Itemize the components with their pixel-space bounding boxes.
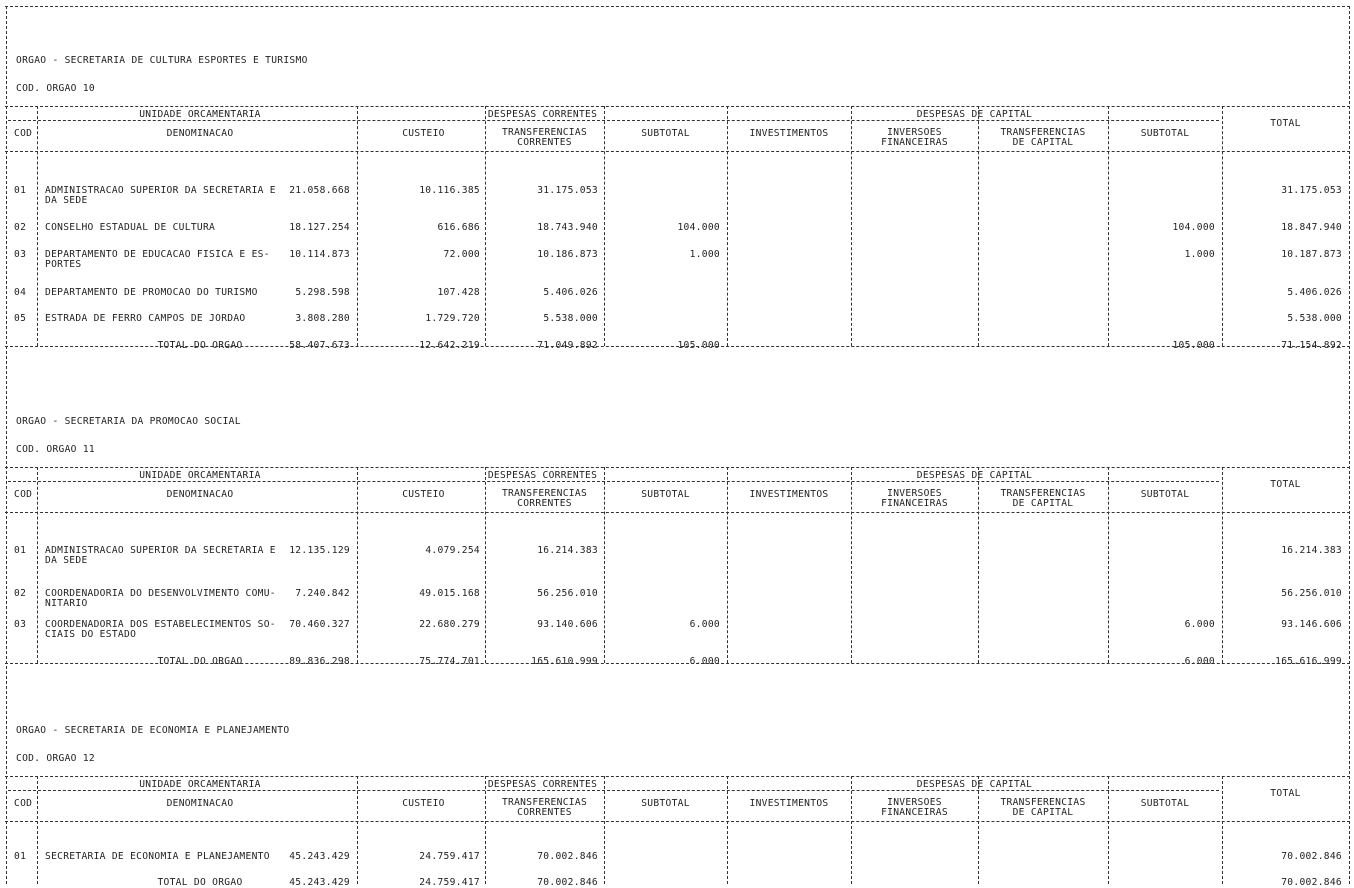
row-custeio: 70.460.327 — [289, 619, 350, 630]
row-custeio: 10.114.873 — [289, 249, 350, 260]
row-denominacao-cont: CIAIS DO ESTADO — [45, 629, 137, 640]
header-despesas-correntes: DESPESAS CORRENTES — [487, 109, 598, 120]
column-rule — [37, 467, 38, 663]
header-inversoes-financeiras-2: FINANCEIRAS — [881, 137, 948, 148]
row-transferencias-correntes: 4.079.254 — [425, 545, 480, 556]
header-subtotal-correntes: SUBTOTAL — [641, 798, 690, 809]
header-subtotal-capital: SUBTOTAL — [1140, 798, 1190, 809]
header-mid-rule — [8, 481, 1219, 482]
column-rule — [1108, 106, 1109, 346]
header-unidade-orcamentaria: UNIDADE ORCAMENTARIA — [139, 779, 261, 790]
header-inversoes-financeiras: INVERSOES — [887, 127, 942, 138]
total-subtotal-correntes: 165.610.999 — [531, 656, 598, 667]
header-transferencias-correntes: TRANSFERENCIAS — [501, 127, 588, 138]
row-transferencias-correntes: 616.686 — [437, 222, 480, 233]
header-despesas-capital: DESPESAS DE CAPITAL — [916, 779, 1033, 790]
row-denominacao: ADMINISTRACAO SUPERIOR DA SECRETARIA E — [45, 545, 276, 556]
column-rule — [1108, 776, 1109, 884]
column-rule — [851, 776, 852, 884]
row-denominacao: COORDENADORIA DOS ESTABELECIMENTOS SO- — [45, 619, 276, 630]
header-inversoes-financeiras: INVERSOES — [887, 797, 942, 808]
header-custeio: CUSTEIO — [402, 798, 445, 809]
header-transferencias-capital-2: DE CAPITAL — [1012, 498, 1074, 509]
header-total: TOTAL — [1270, 788, 1301, 799]
row-custeio: 21.058.668 — [289, 185, 350, 196]
header-despesas-capital: DESPESAS DE CAPITAL — [916, 109, 1033, 120]
row-subtotal-correntes: 10.186.873 — [537, 249, 598, 260]
row-subtotal-correntes: 16.214.383 — [537, 545, 598, 556]
header-despesas-correntes: DESPESAS CORRENTES — [487, 470, 598, 481]
orgao-code: COD. ORGAO 12 — [16, 753, 95, 764]
header-cod: COD — [14, 798, 33, 809]
row-cod: 03 — [14, 249, 27, 260]
row-denominacao-cont: DA SEDE — [45, 195, 88, 206]
header-transferencias-capital-2: DE CAPITAL — [1012, 807, 1074, 818]
header-cod: COD — [14, 128, 33, 139]
header-despesas-capital: DESPESAS DE CAPITAL — [916, 470, 1033, 481]
total-geral: 71.154.892 — [1281, 340, 1342, 351]
row-denominacao: CONSELHO ESTADUAL DE CULTURA — [45, 222, 216, 233]
row-subtotal-capital: 1.000 — [1184, 249, 1215, 260]
total-custeio: 45.243.429 — [289, 877, 350, 888]
header-subtotal-capital: SUBTOTAL — [1140, 128, 1190, 139]
row-denominacao-cont: DA SEDE — [45, 555, 88, 566]
row-total: 5.406.026 — [1287, 287, 1342, 298]
row-custeio: 5.298.598 — [295, 287, 350, 298]
row-cod: 04 — [14, 287, 27, 298]
orgao-code: COD. ORGAO 10 — [16, 83, 95, 94]
row-custeio: 45.243.429 — [289, 851, 350, 862]
total-investimentos: 105.000 — [677, 340, 720, 351]
column-rule — [851, 106, 852, 346]
column-rule — [1222, 106, 1223, 346]
row-subtotal-correntes: 56.256.010 — [537, 588, 598, 599]
header-unidade-orcamentaria: UNIDADE ORCAMENTARIA — [139, 109, 261, 120]
row-cod: 02 — [14, 588, 27, 599]
row-total: 56.256.010 — [1281, 588, 1342, 599]
column-rule — [604, 776, 605, 884]
column-rule — [727, 776, 728, 884]
column-rule — [727, 106, 728, 346]
total-subtotal-correntes: 71.049.892 — [537, 340, 598, 351]
row-transferencias-correntes: 72.000 — [443, 249, 480, 260]
row-total: 70.002.846 — [1281, 851, 1342, 862]
header-unidade-orcamentaria: UNIDADE ORCAMENTARIA — [139, 470, 261, 481]
header-transferencias-correntes-2: CORRENTES — [517, 498, 572, 509]
column-rule — [37, 776, 38, 884]
column-rule — [485, 467, 486, 663]
header-top-rule — [5, 776, 1350, 777]
column-rule — [357, 467, 358, 663]
header-cod: COD — [14, 489, 33, 500]
row-denominacao: SECRETARIA DE ECONOMIA E PLANEJAMENTO — [45, 851, 270, 862]
row-total: 18.847.940 — [1281, 222, 1342, 233]
total-transferencias-correntes: 12.642.219 — [419, 340, 480, 351]
column-rule — [978, 776, 979, 884]
column-rule — [485, 776, 486, 884]
row-subtotal-correntes: 18.743.940 — [537, 222, 598, 233]
row-denominacao: DEPARTAMENTO DE EDUCACAO FISICA E ES- — [45, 249, 270, 260]
header-transferencias-capital: TRANSFERENCIAS — [1000, 488, 1086, 499]
row-denominacao-cont: NITARIO — [45, 598, 88, 609]
section-bottom-rule — [5, 663, 1350, 664]
row-investimentos: 6.000 — [689, 619, 720, 630]
row-denominacao: COORDENADORIA DO DESENVOLVIMENTO COMU- — [45, 588, 276, 599]
header-inversoes-financeiras-2: FINANCEIRAS — [881, 807, 948, 818]
header-total: TOTAL — [1270, 118, 1301, 129]
row-total: 31.175.053 — [1281, 185, 1342, 196]
total-transferencias-correntes: 24.759.417 — [419, 877, 480, 888]
header-subtotal-capital: SUBTOTAL — [1140, 489, 1190, 500]
header-subtotal-correntes: SUBTOTAL — [641, 489, 690, 500]
row-subtotal-correntes: 70.002.846 — [537, 851, 598, 862]
header-denominacao: DENOMINACAO — [166, 798, 234, 809]
column-rule — [978, 467, 979, 663]
row-custeio: 18.127.254 — [289, 222, 350, 233]
row-total: 16.214.383 — [1281, 545, 1342, 556]
row-total: 93.146.606 — [1281, 619, 1342, 630]
header-denominacao: DENOMINACAO — [166, 489, 234, 500]
total-subtotal-capital: 6.000 — [1184, 656, 1215, 667]
total-orgao-label: TOTAL DO ORGAO — [157, 340, 243, 351]
row-subtotal-correntes: 5.538.000 — [543, 313, 598, 324]
header-investimentos: INVESTIMENTOS — [749, 128, 829, 139]
row-subtotal-capital: 104.000 — [1172, 222, 1215, 233]
header-inversoes-financeiras-2: FINANCEIRAS — [881, 498, 948, 509]
row-transferencias-correntes: 49.015.168 — [419, 588, 480, 599]
left-border — [6, 6, 7, 884]
row-cod: 02 — [14, 222, 27, 233]
row-transferencias-correntes: 22.680.279 — [419, 619, 480, 630]
column-rule — [485, 106, 486, 346]
total-custeio: 58.407.673 — [289, 340, 350, 351]
header-transferencias-correntes: TRANSFERENCIAS — [501, 488, 588, 499]
header-investimentos: INVESTIMENTOS — [749, 489, 829, 500]
row-investimentos: 1.000 — [689, 249, 720, 260]
section-bottom-rule — [5, 346, 1350, 347]
column-rule — [604, 106, 605, 346]
column-rule — [1108, 467, 1109, 663]
total-orgao-label: TOTAL DO ORGAO — [157, 656, 243, 667]
header-mid-rule — [8, 790, 1219, 791]
header-bottom-rule — [5, 821, 1350, 822]
header-transferencias-correntes-2: CORRENTES — [517, 807, 572, 818]
right-border — [1349, 6, 1350, 884]
column-rule — [978, 106, 979, 346]
column-rule — [1222, 467, 1223, 663]
total-geral: 70.002.846 — [1281, 877, 1342, 888]
header-despesas-correntes: DESPESAS CORRENTES — [487, 779, 598, 790]
header-top-rule — [5, 467, 1350, 468]
row-investimentos: 104.000 — [677, 222, 720, 233]
header-bottom-rule — [5, 151, 1350, 152]
header-custeio: CUSTEIO — [402, 128, 445, 139]
column-rule — [727, 467, 728, 663]
header-denominacao: DENOMINACAO — [166, 128, 234, 139]
row-cod: 01 — [14, 185, 27, 196]
header-transferencias-capital: TRANSFERENCIAS — [1000, 797, 1086, 808]
header-transferencias-capital: TRANSFERENCIAS — [1000, 127, 1086, 138]
row-denominacao: ADMINISTRACAO SUPERIOR DA SECRETARIA E — [45, 185, 276, 196]
total-subtotal-capital: 105.000 — [1172, 340, 1215, 351]
row-denominacao: ESTRADA DE FERRO CAMPOS DE JORDAO — [45, 313, 246, 324]
orgao-code: COD. ORGAO 11 — [16, 444, 95, 455]
row-subtotal-correntes: 93.140.606 — [537, 619, 598, 630]
row-transferencias-correntes: 10.116.385 — [419, 185, 480, 196]
total-subtotal-correntes: 70.002.846 — [537, 877, 598, 888]
row-custeio: 12.135.129 — [289, 545, 350, 556]
row-custeio: 3.808.280 — [295, 313, 350, 324]
row-cod: 05 — [14, 313, 27, 324]
row-subtotal-correntes: 31.175.053 — [537, 185, 598, 196]
total-orgao-label: TOTAL DO ORGAO — [157, 877, 243, 888]
row-transferencias-correntes: 1.729.720 — [425, 313, 480, 324]
row-total: 5.538.000 — [1287, 313, 1342, 324]
column-rule — [851, 467, 852, 663]
column-rule — [357, 106, 358, 346]
header-bottom-rule — [5, 512, 1350, 513]
header-top-rule — [5, 106, 1350, 107]
header-transferencias-capital-2: DE CAPITAL — [1012, 137, 1074, 148]
row-cod: 03 — [14, 619, 27, 630]
header-mid-rule — [8, 120, 1219, 121]
header-transferencias-correntes-2: CORRENTES — [517, 137, 572, 148]
column-rule — [1222, 776, 1223, 884]
row-subtotal-capital: 6.000 — [1184, 619, 1215, 630]
header-transferencias-correntes: TRANSFERENCIAS — [501, 797, 588, 808]
row-subtotal-correntes: 5.406.026 — [543, 287, 598, 298]
top-rule — [5, 6, 1350, 7]
header-investimentos: INVESTIMENTOS — [749, 798, 829, 809]
column-rule — [37, 106, 38, 346]
orgao-title: ORGAO - SECRETARIA DE ECONOMIA E PLANEJAMENTO — [16, 725, 290, 736]
row-cod: 01 — [14, 851, 27, 862]
row-cod: 01 — [14, 545, 27, 556]
header-subtotal-correntes: SUBTOTAL — [641, 128, 690, 139]
column-rule — [357, 776, 358, 884]
header-inversoes-financeiras: INVERSOES — [887, 488, 942, 499]
header-custeio: CUSTEIO — [402, 489, 445, 500]
row-custeio: 7.240.842 — [295, 588, 350, 599]
header-total: TOTAL — [1270, 479, 1301, 490]
row-denominacao-cont: PORTES — [45, 259, 82, 270]
total-custeio: 89.836.298 — [289, 656, 350, 667]
row-total: 10.187.873 — [1281, 249, 1342, 260]
total-geral: 165.616.999 — [1275, 656, 1342, 667]
orgao-title: ORGAO - SECRETARIA DE CULTURA ESPORTES E TURISMO — [16, 55, 308, 66]
total-transferencias-correntes: 75.774.701 — [419, 656, 480, 667]
row-transferencias-correntes: 24.759.417 — [419, 851, 480, 862]
row-denominacao: DEPARTAMENTO DE PROMOCAO DO TURISMO — [45, 287, 258, 298]
orgao-title: ORGAO - SECRETARIA DA PROMOCAO SOCIAL — [16, 416, 241, 427]
row-transferencias-correntes: 107.428 — [437, 287, 480, 298]
total-investimentos: 6.000 — [689, 656, 720, 667]
column-rule — [604, 467, 605, 663]
